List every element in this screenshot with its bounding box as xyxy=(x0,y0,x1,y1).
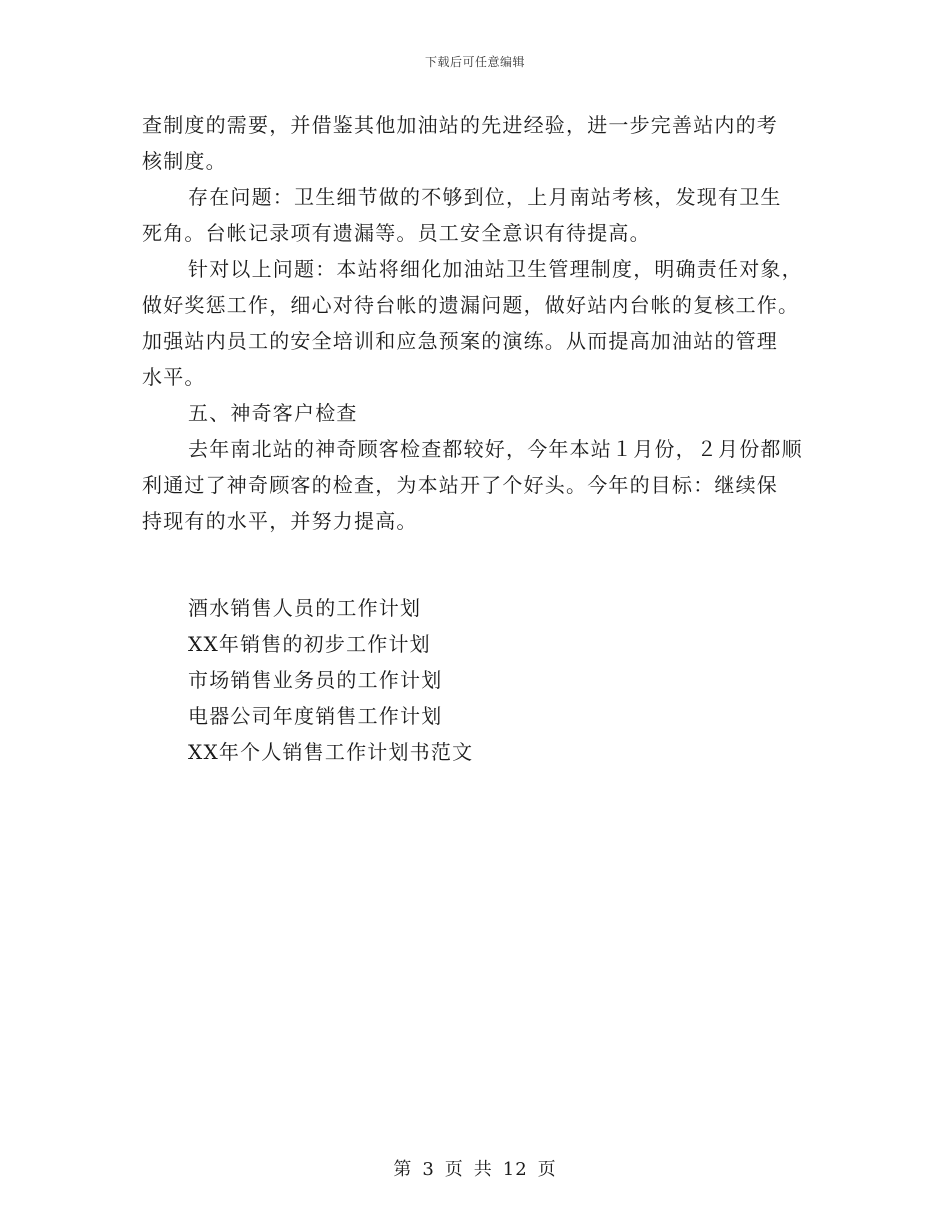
paragraph-line: 查制度的需要，并借鉴其他加油站的先进经验，进一步完善站内的考 xyxy=(142,113,778,137)
document-body xyxy=(142,107,810,539)
paragraph-line: 去年南北站的神奇顾客检查都较好，今年本站１月份，２月份都顺 xyxy=(188,437,803,461)
paragraph-line: 利通过了神奇顾客的检查，为本站开了个好头。今年的目标：继续保 xyxy=(142,473,778,497)
related-link[interactable]: XX年销售的初步工作计划 xyxy=(188,632,431,656)
paragraph xyxy=(142,107,810,179)
paragraph xyxy=(142,251,810,395)
footer-prefix: 第 xyxy=(393,1159,413,1180)
related-links-list xyxy=(142,590,810,770)
paragraph-line: 加强站内员工的安全培训和应急预案的演练。从而提高加油站的管理 xyxy=(142,329,778,353)
related-link[interactable]: 酒水销售人员的工作计划 xyxy=(188,596,422,620)
footer-suffix: 页 xyxy=(537,1159,557,1180)
footer-total-prefix: 共 xyxy=(473,1159,493,1180)
paragraph-line: 持现有的水平，并努力提高。 xyxy=(142,509,418,533)
related-link[interactable]: 电器公司年度销售工作计划 xyxy=(188,704,443,728)
paragraph xyxy=(142,179,810,251)
paragraph-line: 存在问题：卫生细节做的不够到位，上月南站考核，发现有卫生 xyxy=(188,185,782,209)
paragraph-line: 核制度。 xyxy=(142,149,227,173)
page-footer xyxy=(0,1155,950,1181)
page-number: 3 xyxy=(422,1159,435,1180)
related-link[interactable]: 市场销售业务员的工作计划 xyxy=(188,668,443,692)
page-header: 下载后可任意编辑 xyxy=(424,55,525,69)
paragraph-line: 死角。台帐记录项有遗漏等。员工安全意识有待提高。 xyxy=(142,221,651,245)
paragraph xyxy=(142,431,810,539)
paragraph-line: 做好奖惩工作，细心对待台帐的遗漏问题，做好站内台帐的复核工作。 xyxy=(142,293,800,317)
total-pages: 12 xyxy=(502,1159,528,1180)
paragraph-line: 针对以上问题：本站将细化加油站卫生管理制度，明确责任对象， xyxy=(188,257,803,281)
footer-page-word: 页 xyxy=(444,1159,464,1180)
related-link[interactable]: XX年个人销售工作计划书范文 xyxy=(188,740,474,764)
section-heading xyxy=(142,395,810,431)
section-heading-line: 五、神奇客户检查 xyxy=(188,401,358,425)
paragraph-line: 水平。 xyxy=(142,365,206,389)
